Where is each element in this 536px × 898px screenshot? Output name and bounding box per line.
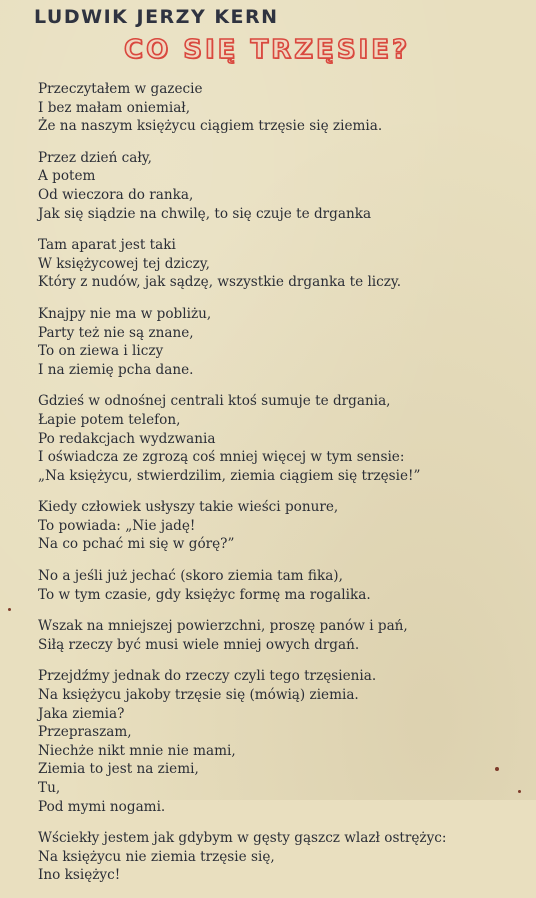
- poem-line: Przejdźmy jednak do rzeczy czyli tego trzęsienia.: [38, 668, 377, 685]
- poem-line: „Na księżycu, stwierdzilim, ziemia ciągiem się trzęsie!”: [38, 467, 421, 484]
- poem-line: Na co pchać mi się w górę?”: [38, 536, 235, 553]
- poem-line: Na księżycu jakoby trzęsie się (mówią) ziemia.: [38, 687, 359, 704]
- poem-line: Tu,: [38, 780, 61, 796]
- poem-stanza: [38, 498, 508, 554]
- poem-line: W księżycowej tej dziczy,: [38, 255, 210, 272]
- poem-line: I na ziemię pcha dane.: [38, 361, 194, 378]
- poem-line: I oświadcza ze zgrozą coś mniej więcej w tym sensie:: [38, 449, 405, 466]
- poem-line: Pod mymi nogami.: [38, 798, 166, 815]
- poem-line: Przepraszam,: [38, 724, 132, 741]
- poem-line: Ino księżyc!: [38, 867, 121, 884]
- poem-line: To on ziewa i liczy: [38, 343, 164, 360]
- poem-line: I bez małam oniemiał,: [38, 99, 191, 116]
- author-name: LUDWIK JERZY KERN: [34, 6, 279, 28]
- poem-stanza: [38, 149, 508, 223]
- poem-line: No a jeśli już jechać (skoro ziemia tam fika),: [38, 568, 343, 585]
- poem-line: Ziemia to jest na ziemi,: [38, 761, 199, 778]
- poem-stanza: [38, 392, 508, 485]
- poem-stanza: [38, 567, 508, 604]
- poem-stanza: [38, 617, 508, 654]
- poem-line: Przeczytałem w gazecie: [38, 81, 203, 97]
- poem-line: Knajpy nie ma w pobliżu,: [38, 305, 212, 322]
- poem-line: Który z nudów, jak sądzę, wszystkie drganka te liczy.: [38, 274, 402, 291]
- poem-line: Wszak na mniejszej powierzchni, proszę panów i pań,: [38, 618, 408, 635]
- poem-stanza: [38, 80, 508, 136]
- poem-line: Przez dzień cały,: [38, 149, 152, 166]
- poem-line: Jak się siądzie na chwilę, to się czuje te drganka: [38, 205, 372, 222]
- poem-stanza: [38, 236, 508, 292]
- poem-body: [38, 80, 508, 898]
- poem-line: Łapie potem telefon,: [38, 411, 181, 428]
- poem-line: Party też nie są znane,: [38, 324, 194, 341]
- poem-line: Od wieczora do ranka,: [38, 186, 194, 203]
- poem-line: Siłą rzeczy być musi wiele mniej owych drgań.: [38, 636, 360, 653]
- ink-speck: [518, 790, 521, 793]
- poem-line: Na księżycu nie ziemia trzęsie się,: [38, 848, 275, 865]
- poem-title: CO SIĘ TRZĘSIE?: [124, 35, 411, 65]
- poem-stanza: [38, 667, 508, 816]
- poem-line: A potem: [38, 168, 96, 185]
- poem-line: Kiedy człowiek usłyszy takie wieści ponure,: [38, 499, 339, 516]
- poem-stanza: [38, 829, 508, 885]
- poem-stanza: [38, 305, 508, 379]
- poem-line: Po redakcjach wydzwania: [38, 430, 216, 447]
- poem-line: Jaka ziemia?: [38, 705, 125, 722]
- poem-line: To powiada: „Nie jadę!: [38, 517, 196, 534]
- poem-line: Niechże nikt mnie nie mami,: [38, 742, 236, 759]
- ink-speck: [495, 767, 499, 771]
- poem-line: Że na naszym księżycu ciągiem trzęsie się ziemia.: [38, 118, 383, 135]
- poem-line: Tam aparat jest taki: [38, 237, 176, 254]
- poem-line: Wściekły jestem jak gdybym w gęsty gąszcz wlazł ostrężyc:: [38, 830, 447, 847]
- poem-line: To w tym czasie, gdy księżyc formę ma rogalika.: [38, 586, 371, 603]
- ink-speck: [8, 608, 11, 611]
- poem-line: Gdzieś w odnośnej centrali ktoś sumuje te drgania,: [38, 393, 391, 410]
